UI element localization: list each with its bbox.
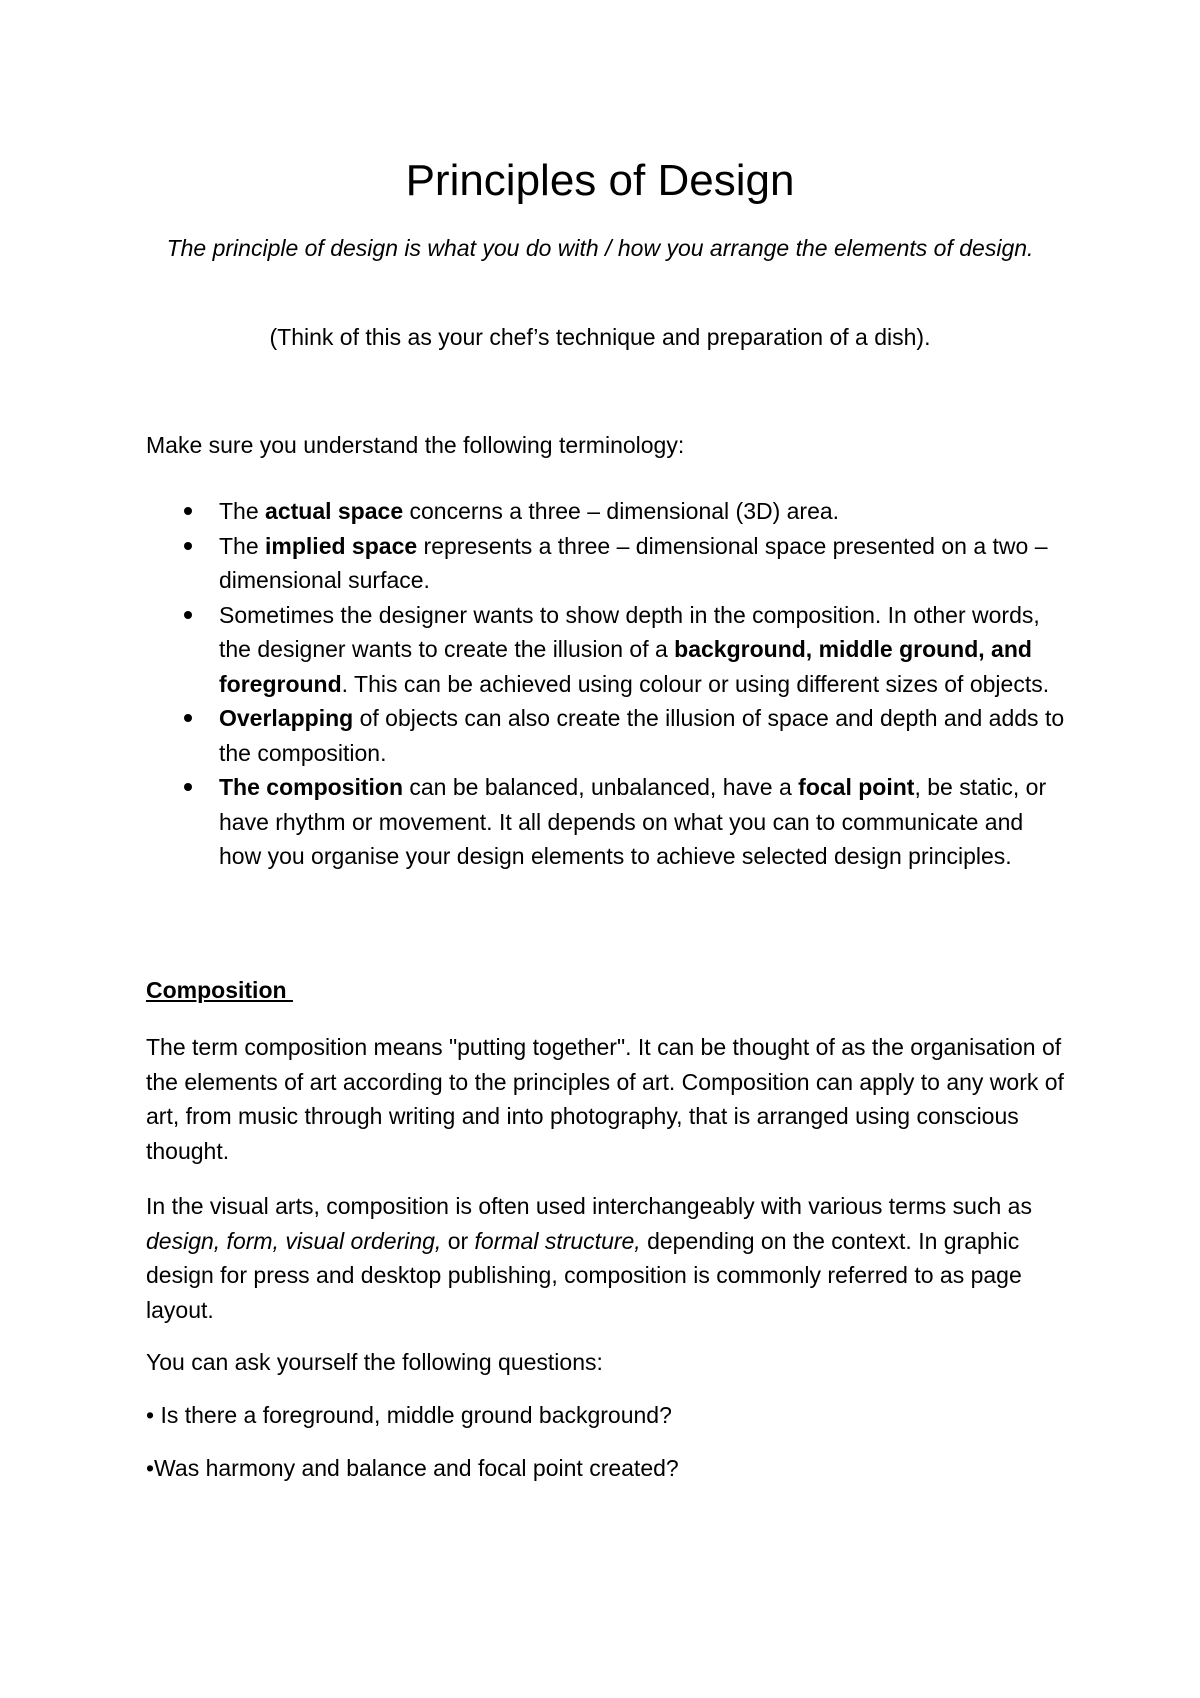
question-item: • Is there a foreground, middle ground background?: [146, 1402, 672, 1428]
bullet-icon: [184, 611, 192, 619]
list-item-text: can be balanced, unbalanced, have a: [403, 774, 799, 800]
list-item-term: focal point: [798, 774, 915, 800]
paragraph-italic: formal structure,: [474, 1227, 641, 1254]
terminology-list: [146, 494, 1066, 874]
bullet-icon: [184, 783, 192, 791]
list-item-text: represents a three – dimensional space presented on a two – dimensional surface.: [219, 532, 1048, 593]
bullet-icon: [184, 507, 192, 515]
note-text: (Think of this as your chef’s technique and preparation of a dish).: [269, 324, 931, 350]
list-item: [146, 598, 1066, 702]
page-title: Principles of Design: [405, 156, 795, 205]
paragraph-text: or: [441, 1227, 475, 1254]
question-item: •Was harmony and balance and focal point created?: [146, 1455, 679, 1481]
list-item-term: implied space: [265, 532, 418, 559]
list-item-text: concerns a three – dimensional (3D) area.: [403, 498, 840, 524]
paragraph-text: In the visual arts, composition is often used interchangeably with various terms such as: [146, 1193, 1032, 1219]
list-item: [146, 701, 1066, 770]
list-item-term: background, middle ground, and foreground: [219, 636, 1032, 697]
questions-intro: You can ask yourself the following questions:: [146, 1349, 603, 1375]
list-item-text: The: [219, 532, 266, 559]
list-item-term: Overlapping: [219, 705, 354, 731]
composition-paragraph: The term composition means "putting together". It can be thought of as the organisation of the elements of art according to the principles of art. Composition can apply to any work of art, from music through writing and into photography, that is arranged using conscious thought.: [146, 1034, 1064, 1164]
list-item-text: of objects can also create the illusion of space and depth and adds to the composition.: [219, 705, 1065, 766]
paragraph-text: depending on the context. In graphic design for press and desktop publishing, composition is commonly referred to as page layout.: [146, 1227, 1022, 1323]
list-item: [146, 529, 1066, 598]
paragraph-italic: design, form, visual ordering,: [146, 1227, 442, 1254]
list-item: [146, 770, 1066, 874]
list-item: [146, 494, 1066, 529]
list-item-text: Sometimes the designer wants to show depth in the composition. In other words, the designer wants to create the illusion of a: [219, 601, 1040, 662]
visual-arts-paragraph: [146, 1189, 1066, 1327]
subtitle: The principle of design is what you do with / how you arrange the elements of design.: [166, 235, 1034, 261]
section-heading-composition: Composition: [146, 977, 293, 1003]
bullet-icon: [184, 542, 192, 550]
list-item-text: . This can be achieved using colour or using different sizes of objects.: [341, 670, 1050, 697]
intro-text: Make sure you understand the following terminology:: [146, 432, 685, 458]
list-item-term: The composition: [219, 774, 403, 800]
list-item-text: The: [219, 498, 266, 524]
list-item-term: actual space: [265, 498, 404, 524]
bullet-icon: [184, 714, 192, 722]
list-item-text: , be static, or have rhythm or movement. It all depends on what you can to communicate and how you organise your design elements to achieve selected design principles.: [219, 774, 1047, 869]
